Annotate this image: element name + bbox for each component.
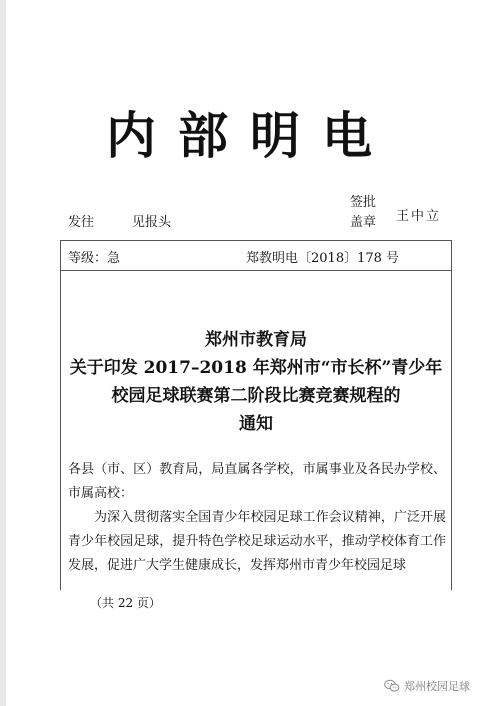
page-count: （共 22 页） (90, 596, 161, 610)
notice-title-line: 校园足球联赛第二阶段比赛竞赛规程的 (111, 386, 401, 406)
issue-label: 发往 (68, 215, 95, 230)
body-paragraph: 为深入贯彻落实全国青少年校园足球工作会议精神，广泛开展青少年校园足球，提升特色学校足球运动水平，推动学校体育工作发展，促进广大学生健康成长，发挥郑州市青少年校园足球 (68, 510, 446, 573)
watermark-text: 郑州校园足球 (404, 680, 470, 693)
notice-title-line: 郑州市教育局 (205, 330, 307, 350)
notice-title (60, 326, 452, 438)
notice-body (68, 458, 446, 578)
issue-value: 见报头 (132, 215, 172, 230)
urgency-grade: 等级：急 (68, 251, 121, 266)
document-title: 内部明电 (106, 106, 394, 165)
wechat-icon (384, 679, 400, 693)
document-number: 郑教明电〔2018〕178 号 (246, 251, 400, 266)
notice-title-line: 关于印发 2017–2018 年郑州市“市长杯”青少年 (69, 358, 443, 378)
recipients: 各县（市、区）教育局，局直属各学校，市属事业及各民办学校、市属高校： (68, 462, 446, 501)
header-row-divider (61, 270, 451, 271)
notice-title-line: 通知 (239, 414, 273, 434)
signer-name: 王中立 (396, 209, 442, 224)
sign-seal-label: 签批盖章 (350, 195, 377, 230)
watermark (384, 676, 470, 696)
